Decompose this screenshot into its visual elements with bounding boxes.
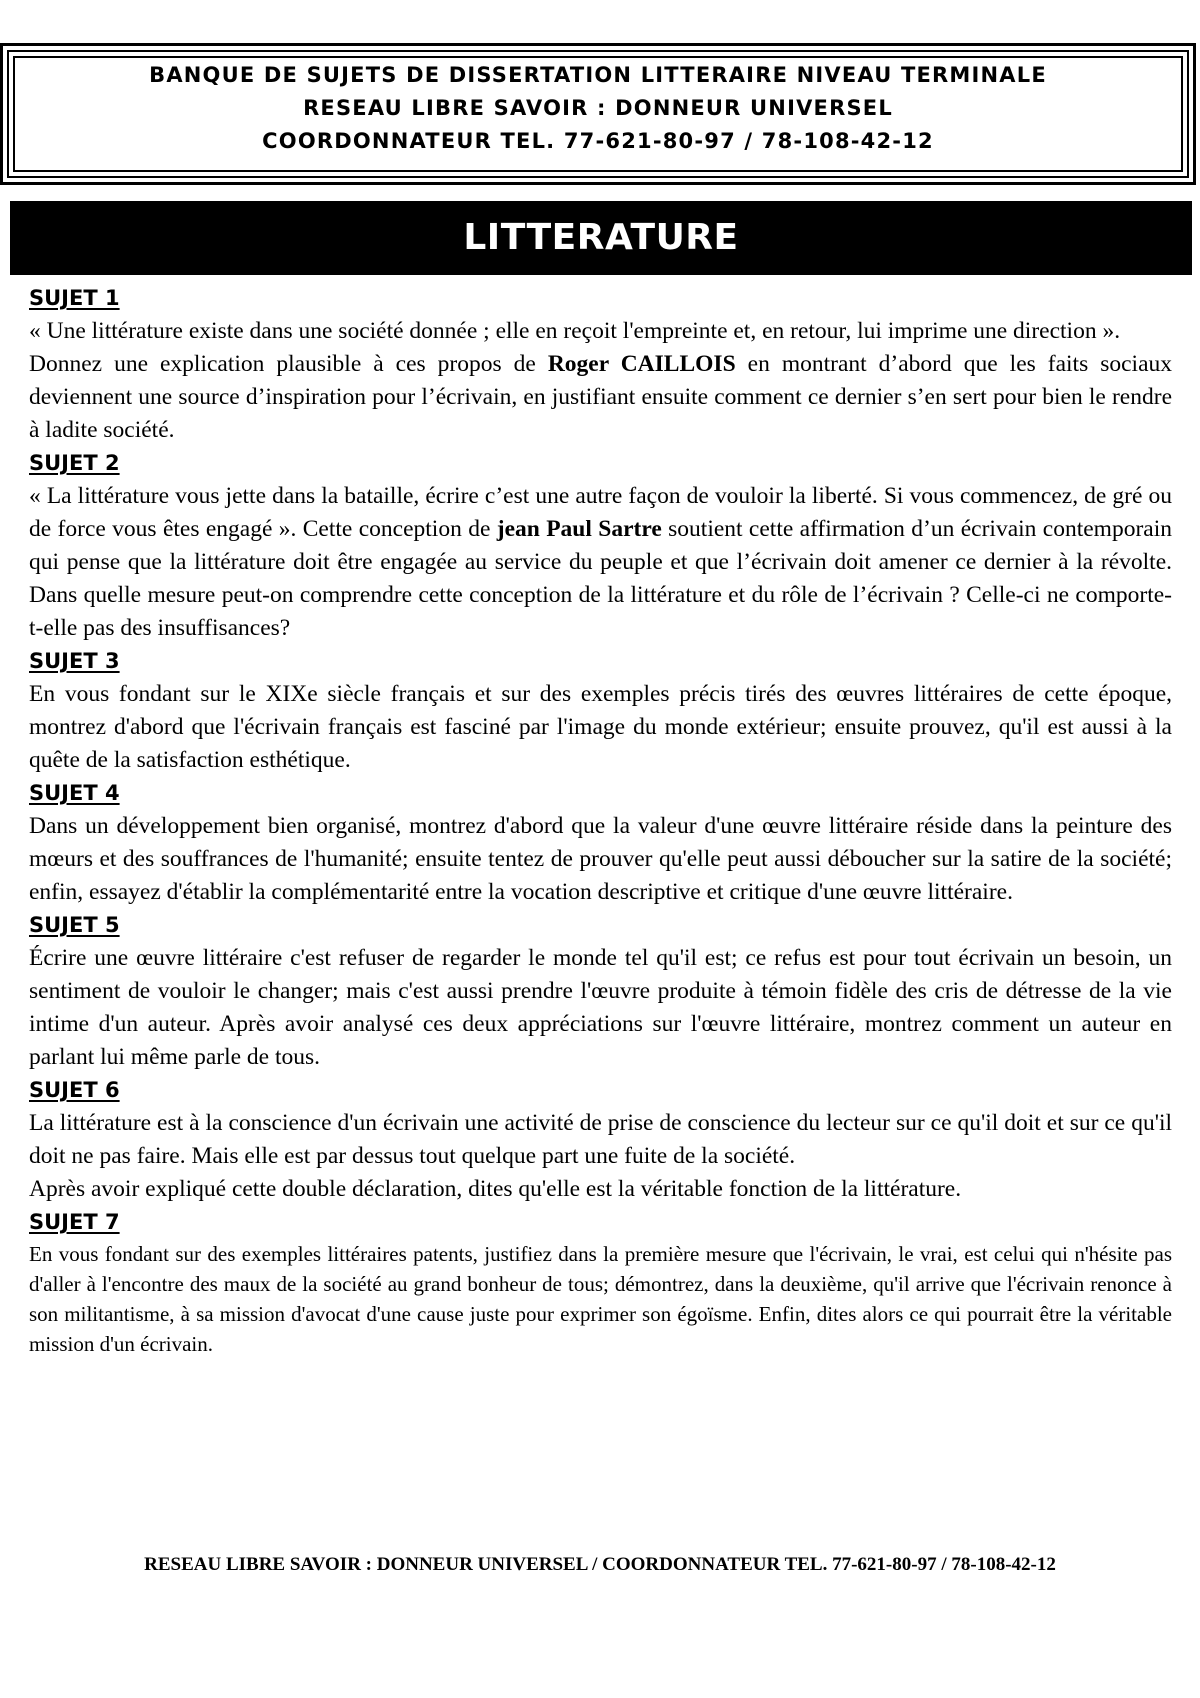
subject-1 — [29, 282, 1172, 447]
subjects-list — [29, 282, 1172, 1359]
subject-label: SUJET 6 — [29, 1078, 120, 1102]
subject-2 — [29, 447, 1172, 645]
page-title: LITTERATURE — [10, 201, 1192, 275]
subject-7 — [29, 1206, 1172, 1359]
subject-label: SUJET 1 — [29, 286, 120, 310]
header-line-1: BANQUE DE SUJETS DE DISSERTATION LITTERAIRE NIVEAU TERMINALE — [149, 63, 1047, 87]
author-name: Roger CAILLOIS — [547, 351, 736, 377]
subject-7-text: En vous fondant sur des exemples littéraires patents, justifiez dans la première mesure que l'écrivain, le vrai, est celui qui n'hésite pas d'aller à l'encontre des maux de la société au grand bonheur de tous; démontrez, dans la deuxième, qu'il arrive que l'écrivain renonce à son militantisme, à sa mission d'avocat d'une cause juste pour exprimer son égoïsme. Enfin, dites alors ce qui pourrait être la véritable mission d'un écrivain. — [29, 1242, 1172, 1356]
subject-5 — [29, 909, 1172, 1074]
subject-3-text: En vous fondant sur le XIXe siècle français et sur des exemples précis tirés des œuvres littéraires de cette époque, montrez d'abord que l'écrivain français est fasciné par l'image du monde extérieur; ensuite prouvez, qu'il est aussi à la quête de la satisfaction esthétique. — [29, 681, 1172, 773]
subject-label: SUJET 2 — [29, 451, 120, 475]
subject-2-text: « La littérature vous jette dans la bataille, écrire c’est une autre façon de vouloir la liberté. Si vous commencez, de gré ou de force vous êtes engagé ». Cette conception de jean Paul Sartre soutient cette affirmation d’un écrivain contemporain qui pense que la littérature doit être engagée au service du peuple et que l’écrivain doit amener ce dernier à la révolte. Dans quelle mesure peut-on comprendre cette conception de la littérature et du rôle de l’écrivain ? Celle-ci ne comporte-t-elle pas des insuffisances? — [29, 483, 1172, 641]
subject-1-quote: « Une littérature existe dans une société donnée ; elle en reçoit l'empreinte et, en retour, lui imprime une direction ». — [29, 318, 1121, 344]
subject-4 — [29, 777, 1172, 909]
subject-6-instruction: Après avoir expliqué cette double déclaration, dites qu'elle est la véritable fonction de la littérature. — [29, 1176, 962, 1202]
page-footer: RESEAU LIBRE SAVOIR : DONNEUR UNIVERSEL / COORDONNATEUR TEL. 77-621-80-97 / 78-108-42-12 — [144, 1554, 1056, 1575]
subject-label: SUJET 4 — [29, 781, 120, 805]
subject-5-text: Écrire une œuvre littéraire c'est refuser de regarder le monde tel qu'il est; ce refus est pour tout écrivain un besoin, un sentiment de vouloir le changer; mais c'est aussi prendre l'œuvre produite à témoin fidèle des cris de détresse de la vie intime d'un auteur. Après avoir analysé ces deux appréciations sur l'œuvre littéraire, montrez comment un auteur en parlant lui même parle de tous. — [29, 945, 1172, 1070]
subject-6-text: La littérature est à la conscience d'un écrivain une activité de prise de conscience du lecteur sur ce qu'il doit et sur ce qu'il doit ne pas faire. Mais elle est par dessus tout quelque part une fuite de la société. — [29, 1110, 1172, 1169]
subject-label: SUJET 3 — [29, 649, 120, 673]
subject-label: SUJET 5 — [29, 913, 120, 937]
subject-label: SUJET 7 — [29, 1210, 120, 1234]
header-line-3: COORDONNATEUR TEL. 77-621-80-97 / 78-108-42-12 — [262, 129, 934, 153]
subject-4-text: Dans un développement bien organisé, montrez d'abord que la valeur d'une œuvre littéraire réside dans la peinture des mœurs et des souffrances de l'humanité; ensuite tentez de prouver qu'elle peut aussi déboucher sur la satire de la société; enfin, essayez d'établir la complémentarité entre la vocation descriptive et critique d'une œuvre littéraire. — [29, 813, 1172, 905]
header-line-2: RESEAU LIBRE SAVOIR : DONNEUR UNIVERSEL — [303, 96, 893, 120]
author-name: jean Paul Sartre — [496, 516, 662, 542]
header-box — [0, 43, 1196, 185]
subject-1-instruction: Donnez une explication plausible à ces propos de Roger CAILLOIS en montrant d’abord que les faits sociaux deviennent une source d’inspiration pour l’écrivain, en justifiant ensuite comment ce dernier s’en sert pour bien le rendre à ladite société. — [29, 351, 1173, 443]
subject-3 — [29, 645, 1172, 777]
subject-6 — [29, 1074, 1172, 1206]
